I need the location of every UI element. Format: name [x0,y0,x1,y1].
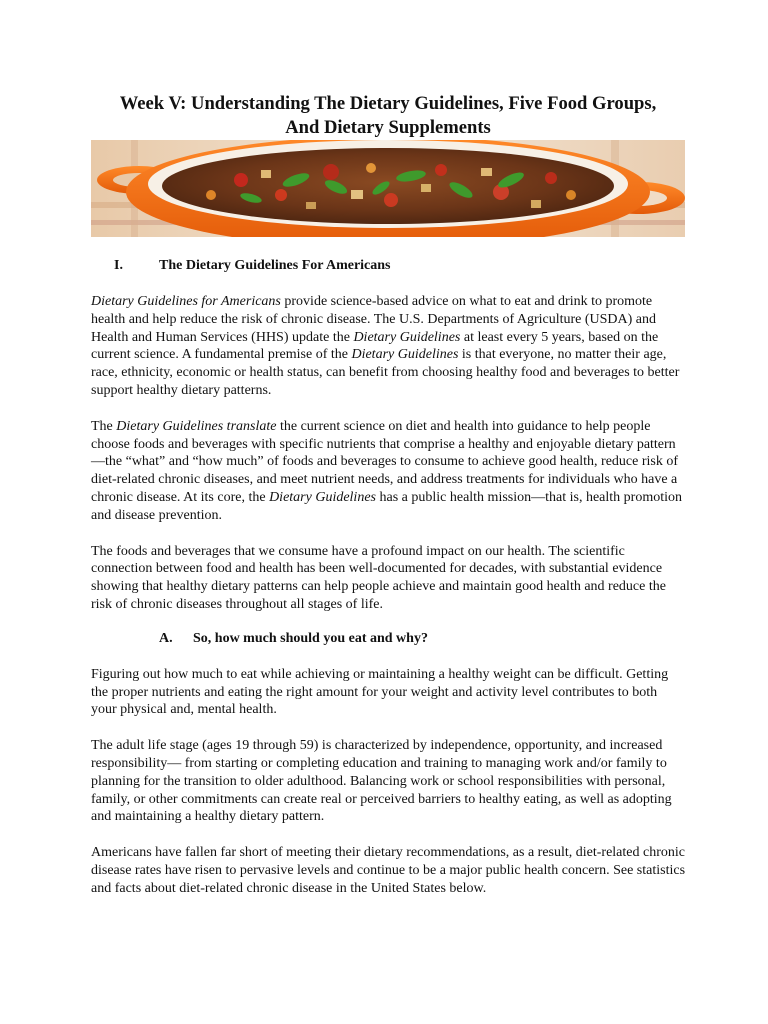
subsection-title: So, how much should you eat and why? [193,630,428,646]
section-heading [91,257,685,275]
document-title [91,92,685,140]
section-number: I. [114,258,123,273]
title-line-1: Week V: Understanding The Dietary Guidelines, Five Food Groups, [119,93,657,114]
section-title: The Dietary Guidelines For Americans [159,258,391,273]
soup-hero-image [91,140,685,237]
subsection-number: A. [159,630,173,646]
paragraph: The adult life stage (ages 19 through 59) is characterized by independence, opportunity, and increased responsibility— from starting or completing education and training to managing work and/or family to planning for the transition to older adulthood. Balancing work or school responsibilities with personal, family, or other commitments can create real or perceived barriers to healthy eating, as well as adopting and maintaining a healthy dietary pattern. [91,738,672,825]
paragraph: Americans have fallen far short of meeting their dietary recommendations, as a result, diet-related chronic disease rates have risen to pervasive levels and continue to be a major public health concern. See statistics and facts about diet-related chronic disease in the United States below. [91,845,686,896]
paragraph: Figuring out how much to eat while achieving or maintaining a healthy weight can be difficult. Getting the proper nutrients and eating the right amount for your weight and activity level contributes to both your physical and, mental health. [91,666,669,718]
title-line-2: And Dietary Supplements [285,117,491,138]
paragraph: The Dietary Guidelines translate the current science on diet and health into guidance to help people choose foods and beverages with specific nutrients that comprise a healthy and enjoyable dietary pattern—the “what” and “how much” of foods and beverages to consume to achieve good health, reduce risk of diet-related chronic diseases, and meet nutrient needs, and address treatments for individuals who have a chronic disease. At its core, the Dietary Guidelines has a public health mission—that is, health promotion and disease prevention. [91,418,682,523]
paragraph: The foods and beverages that we consume have a profound impact on our health. The scientific connection between food and health has been well-documented for decades, with substantial evidence showing that healthy dietary patterns can help people achieve and maintain good health and reduce the risk of chronic diseases throughout all stages of life. [91,543,666,612]
subsection-heading [91,630,685,648]
document-page [91,92,685,898]
paragraph: Dietary Guidelines for Americans provide science-based advice on what to eat and drink to promote health and help reduce the risk of chronic disease. The U.S. Departments of Agriculture (USDA) and Health and Human Services (HHS) update the Dietary Guidelines at least every 5 years, based on the current science. A fundamental premise of the Dietary Guidelines is that everyone, no matter their age, race, ethnicity, economic or health status, can benefit from choosing healthy food and beverages to better support healthy dietary patterns. [91,294,680,398]
